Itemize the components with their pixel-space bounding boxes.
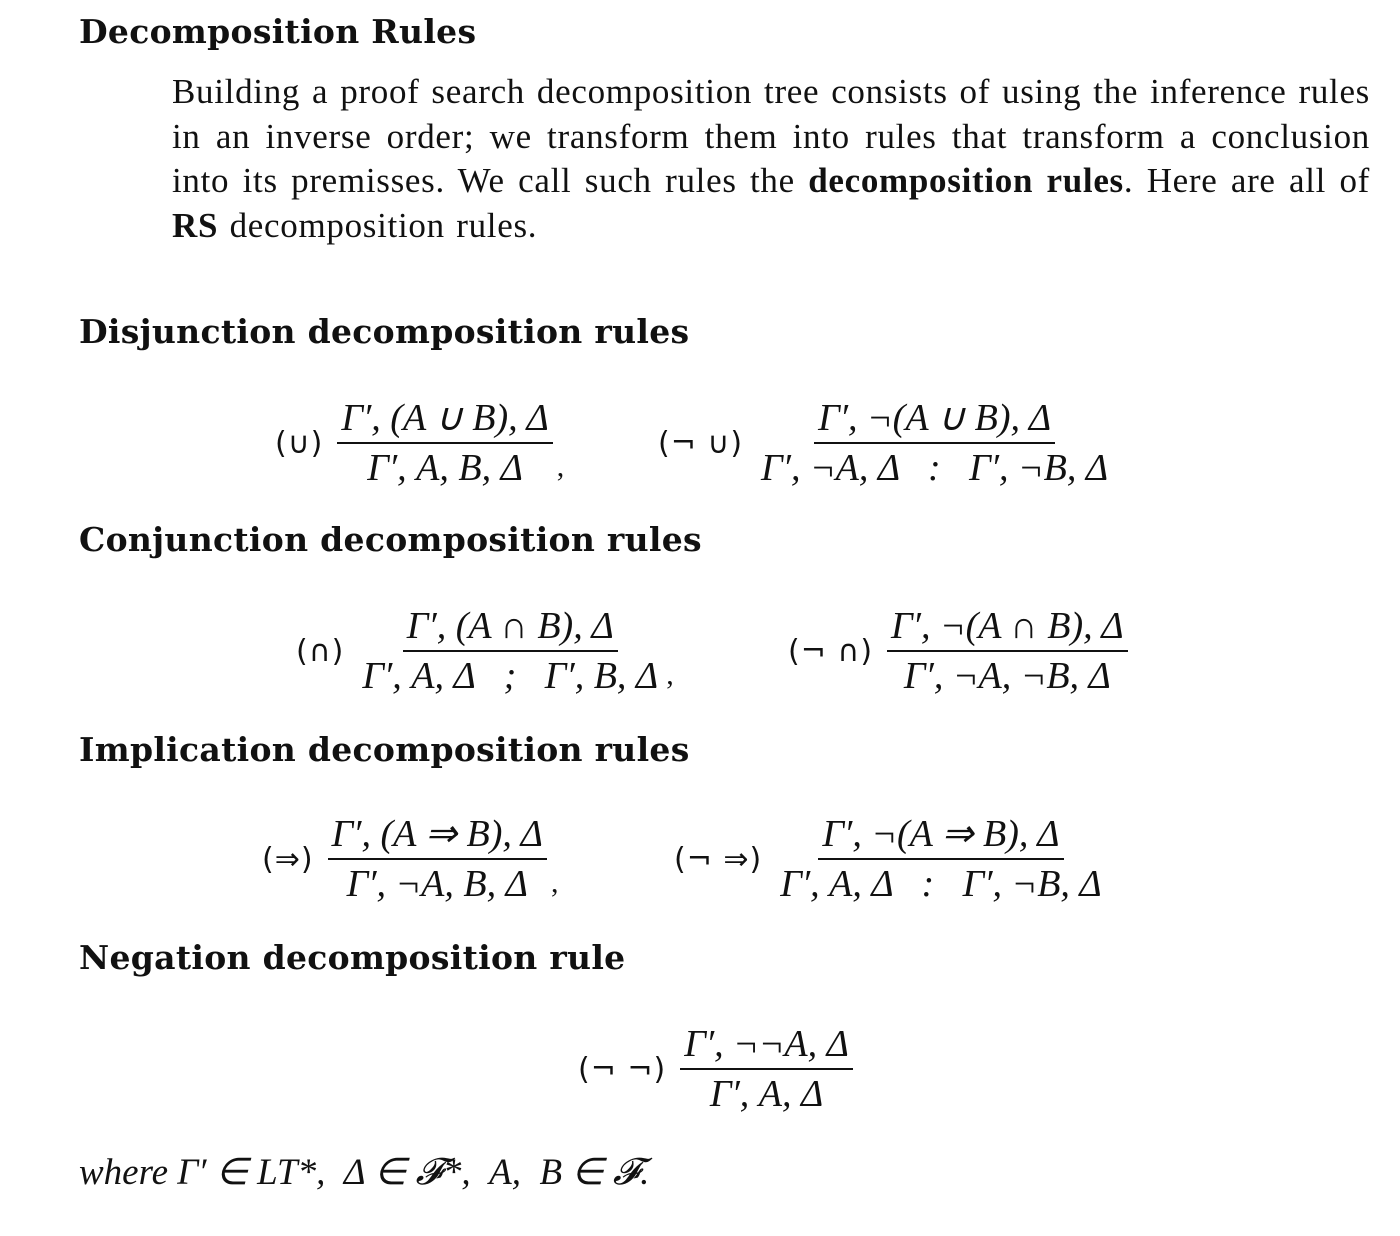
rule-label: (¬ ¬) [578, 1051, 667, 1087]
rule-conclusion: Γ′, (A ∪ B), Δ [337, 396, 552, 444]
heading-implication: Implication decomposition rules [79, 730, 690, 769]
rule-conclusion: Γ′, ¬(A ∪ B), Δ [814, 396, 1055, 444]
intro-paragraph [172, 70, 1370, 248]
rule-fraction [776, 812, 1106, 906]
rule-conclusion: Γ′, ¬¬A, Δ [680, 1022, 853, 1070]
intro-text-1: Building a proof search decomposition tree consists of using the inference rules in an inverse order; we transform them into rules that transform a conclusion into its premisses. We call such rules the [172, 72, 1370, 200]
rule-conclusion: Γ′, ¬(A ∩ B), Δ [887, 604, 1128, 652]
intro-text-2: . Here are all of [1123, 161, 1371, 200]
rule-fraction [887, 604, 1128, 698]
rule-comma: , [556, 450, 565, 483]
intro-text-3: decomposition rules. [218, 205, 538, 245]
rule-fraction [337, 396, 552, 490]
rule-intersection [296, 604, 674, 698]
intro-bold-rs: RS [172, 205, 219, 245]
section-heading-decomposition-rules: Decomposition Rules [79, 12, 477, 51]
rule-label: (¬ ∩) [788, 633, 874, 669]
rule-fraction [328, 812, 547, 906]
rule-neg-intersection [788, 604, 1128, 698]
rule-premises: Γ′, A, Δ [709, 1073, 824, 1115]
rule-comma: , [550, 866, 559, 899]
rule-premises: Γ′, ¬A, Δ : Γ′, ¬B, Δ [761, 447, 1109, 489]
rule-premises: Γ′, ¬A, ¬B, Δ [903, 655, 1111, 697]
rule-conclusion: Γ′, ¬(A ⇒ B), Δ [818, 812, 1063, 860]
rule-label: (¬ ⇒) [674, 841, 763, 877]
rule-fraction [680, 1022, 853, 1116]
rule-neg-union [658, 396, 1112, 490]
rule-label: (⇒) [262, 841, 314, 877]
rule-label: (∩) [296, 633, 345, 669]
rule-neg-implication [674, 812, 1106, 906]
heading-negation: Negation decomposition rule [79, 938, 626, 977]
rule-label: (¬ ∪) [658, 425, 744, 461]
rule-fraction [757, 396, 1112, 490]
intro-bold-decomposition-rules: decomposition rules [808, 161, 1124, 200]
heading-disjunction: Disjunction decomposition rules [79, 312, 690, 351]
rule-implication [262, 812, 558, 906]
rule-conclusion: Γ′, (A ⇒ B), Δ [328, 812, 547, 860]
rule-conclusion: Γ′, (A ∩ B), Δ [403, 604, 618, 652]
rule-double-negation [578, 1022, 853, 1116]
rule-premises: Γ′, ¬A, B, Δ [346, 863, 528, 905]
rule-label: (∪) [275, 425, 324, 461]
rule-fraction [358, 604, 662, 698]
rule-premises: Γ′, A, B, Δ [367, 447, 523, 489]
heading-conjunction: Conjunction decomposition rules [79, 520, 702, 559]
rule-union [275, 396, 564, 490]
rule-premises: Γ′, A, Δ : Γ′, ¬B, Δ [780, 863, 1102, 905]
rule-premises: Γ′, A, Δ ; Γ′, B, Δ [362, 655, 659, 697]
rule-comma: , [666, 658, 674, 691]
where-clause: where Γ′ ∈ LT*, Δ ∈ 𝓕*, A, B ∈ 𝓕. [79, 1152, 650, 1193]
